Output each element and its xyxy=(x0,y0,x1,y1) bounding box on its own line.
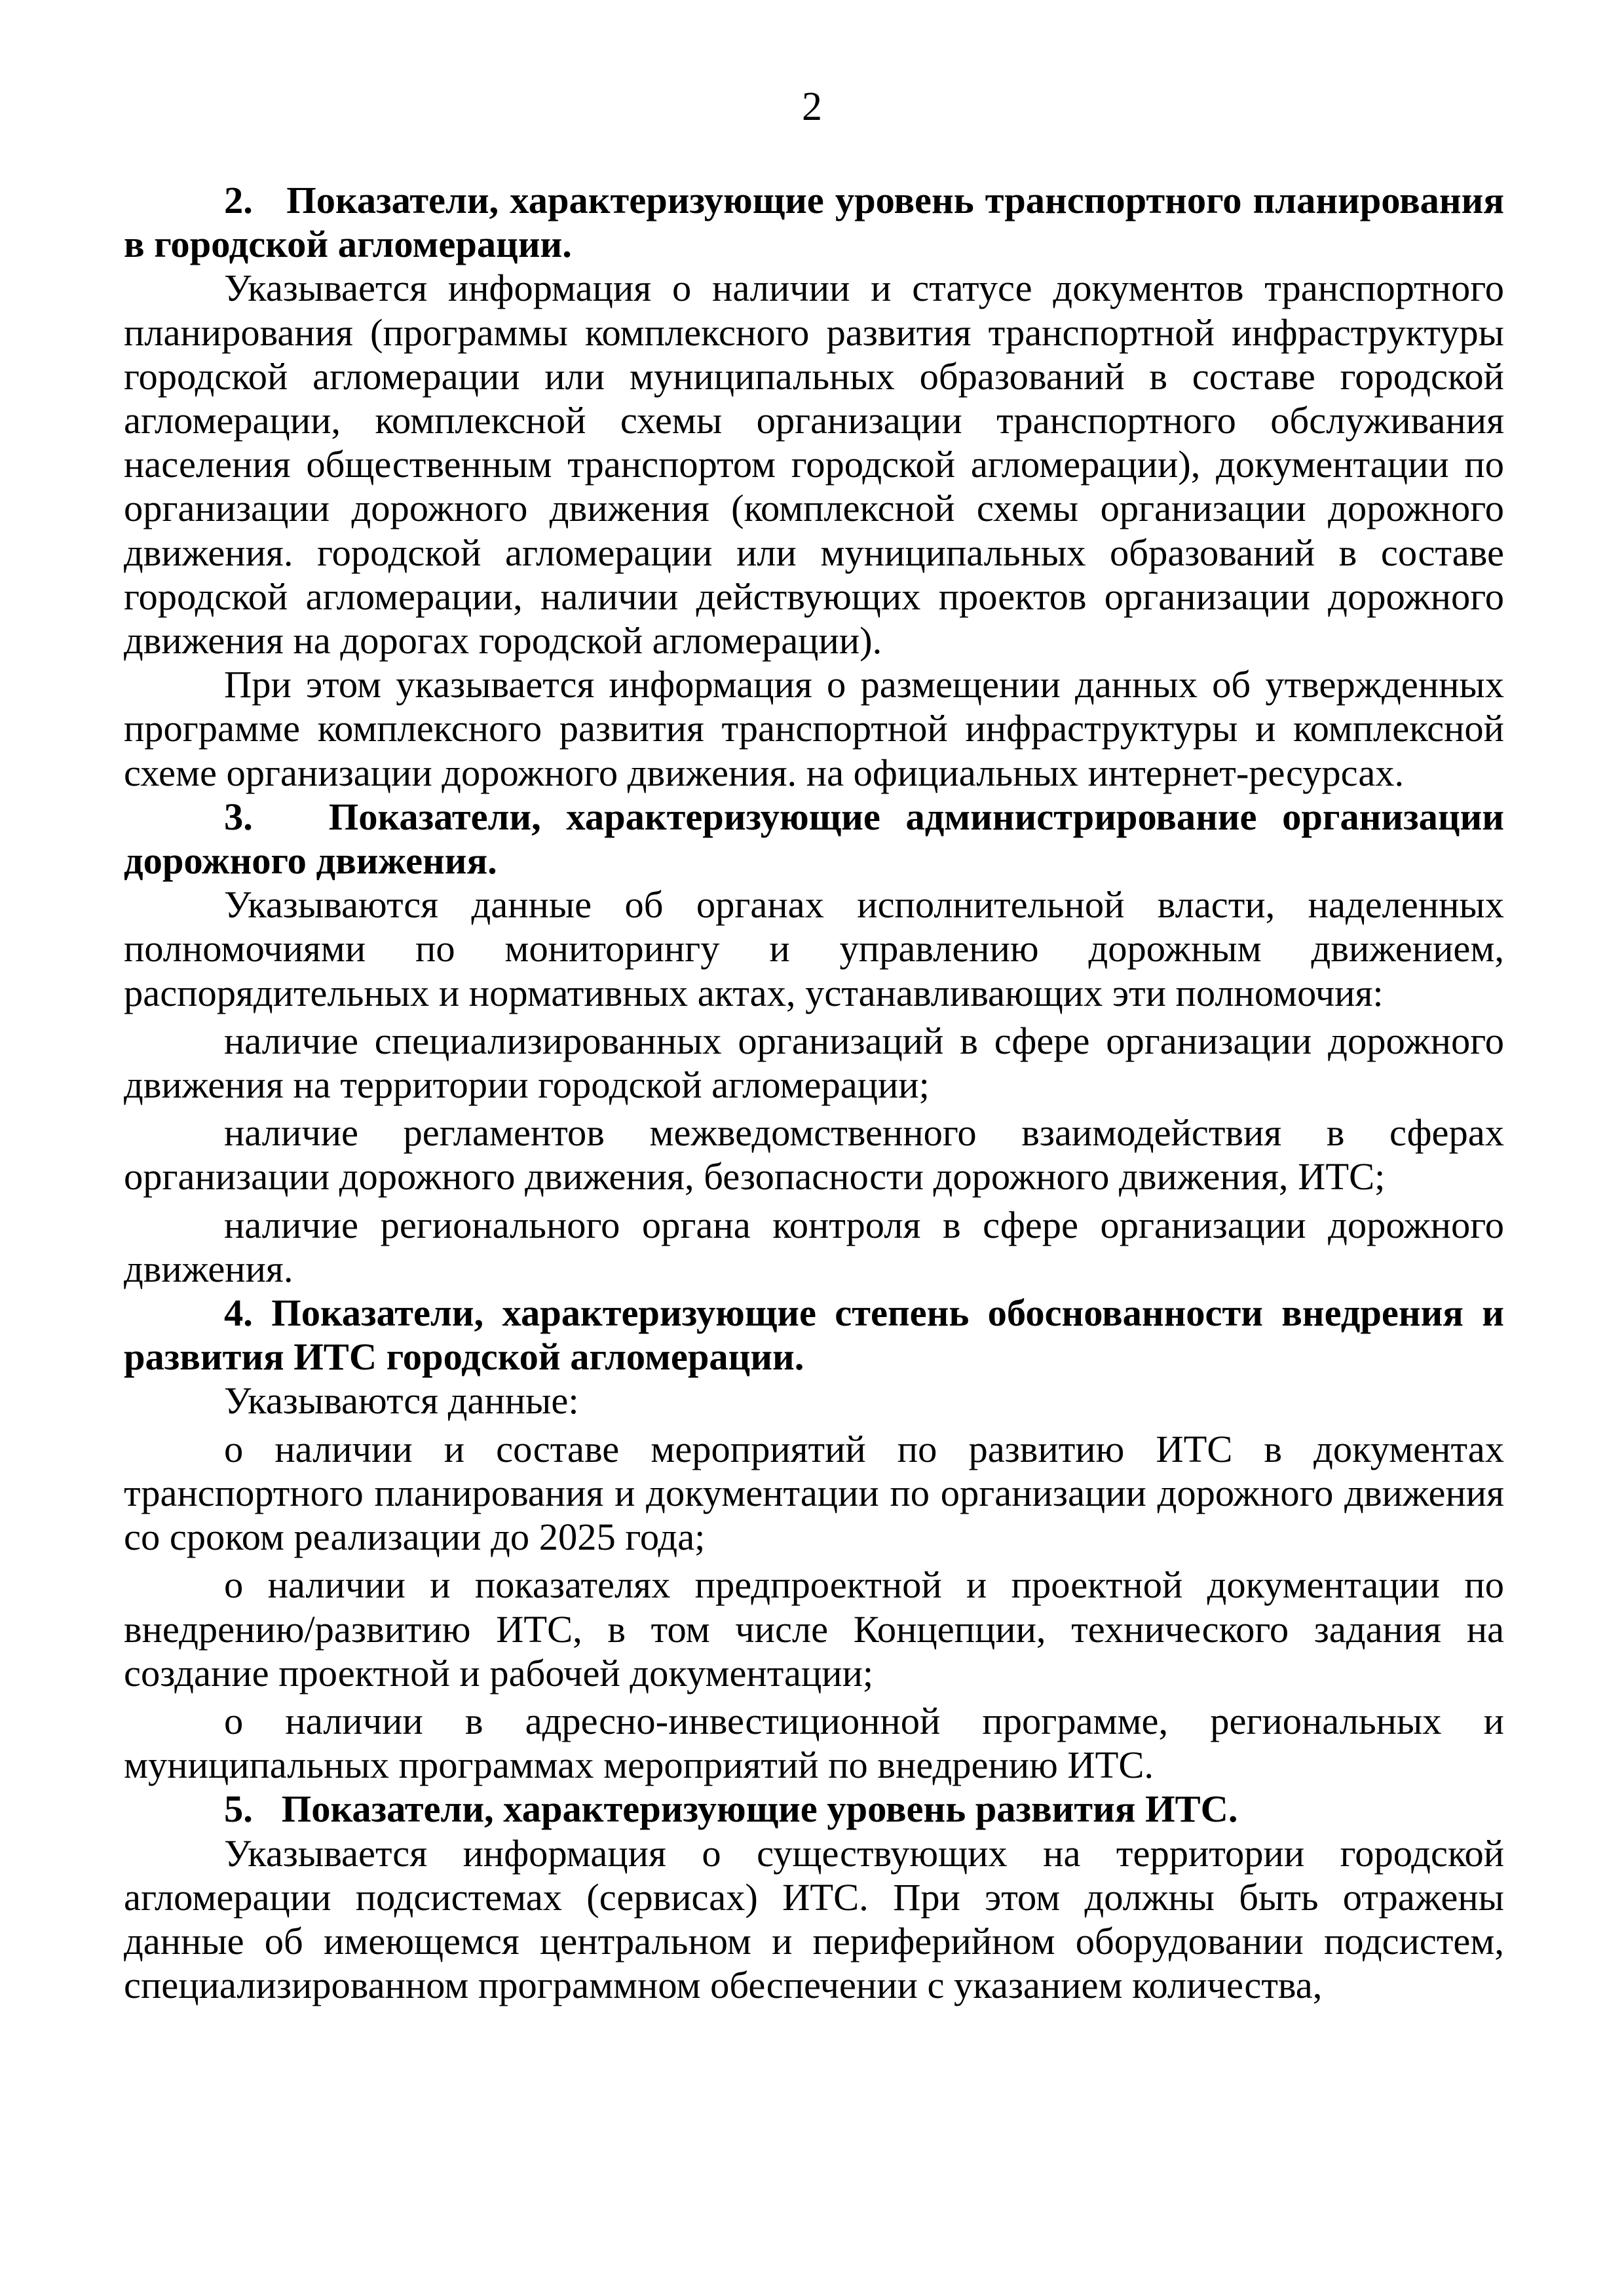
section-4-list-item: о наличии в адресно-инвестиционной программе, региональных и муниципальных программах мероприятий по внедрению ИТС. xyxy=(124,1699,1504,1787)
section-2-paragraph: При этом указывается информация о размещении данных об утвержденных программе комплексного развития транспортной инфраструктуры и комплексной схеме организации дорожного движения. на официальных интернет-ресурсах. xyxy=(124,663,1504,794)
section-3-paragraph: Указываются данные об органах исполнительной власти, наделенных полномочиями по мониторингу и управлению дорожным движением, распорядительных и нормативных актах, устанавливающих эти полномочия: xyxy=(124,883,1504,1014)
section-5-paragraph: Указывается информация о существующих на территории городской агломерации подсистемах (сервисах) ИТС. При этом должны быть отражены данные об имеющемся центральном и периферийном оборудовании подсистем, специализированном программном обеспечении с указанием количества, xyxy=(124,1831,1504,2007)
section-2-heading: 2. Показатели, характеризующие уровень транспортного планирования в городской агломерации. xyxy=(124,179,1504,266)
section-2-paragraph: Указывается информация о наличии и статусе документов транспортного планирования (программы комплексного развития транспортной инфраструктуры городской агломерации или муниципальных образований в составе городской агломерации, комплексной схемы организации транспортного обслуживания населения общественным транспортом городской агломерации), документации по организации дорожного движения (комплексной схемы организации дорожного движения. городской агломерации или муниципальных образований в составе городской агломерации, наличии действующих проектов организации дорожного движения на дорогах городской агломерации). xyxy=(124,267,1504,662)
section-4-heading: 4. Показатели, характеризующие степень обоснованности внедрения и развития ИТС городской агломерации. xyxy=(124,1292,1504,1379)
section-4-list-item: о наличии и составе мероприятий по развитию ИТС в документах транспортного планирования и документации по организации дорожного движения со сроком реализации до 2025 года; xyxy=(124,1427,1504,1559)
section-3-list-item: наличие регионального органа контроля в сфере организации дорожного движения. xyxy=(124,1203,1504,1290)
section-5-heading: 5. Показатели, характеризующие уровень развития ИТС. xyxy=(224,1788,1238,1831)
page-number: 2 xyxy=(802,85,822,129)
section-3-list-item: наличие регламентов межведомственного взаимодействия в сферах организации дорожного движения, безопасности дорожного движения, ИТС; xyxy=(124,1111,1504,1198)
document-body xyxy=(124,178,1504,2007)
section-4-list-item: о наличии и показателях предпроектной и проектной документации по внедрению/развитию ИТС, в том числе Концепции, технического задания на создание проектной и рабочей документации; xyxy=(124,1563,1504,1694)
section-3-list-item: наличие специализированных организаций в сфере организации дорожного движения на территории городской агломерации; xyxy=(124,1019,1504,1107)
section-4-paragraph: Указываются данные: xyxy=(224,1379,579,1423)
section-3-heading: 3. Показатели, характеризующие администрирование организации дорожного движения. xyxy=(124,795,1504,883)
